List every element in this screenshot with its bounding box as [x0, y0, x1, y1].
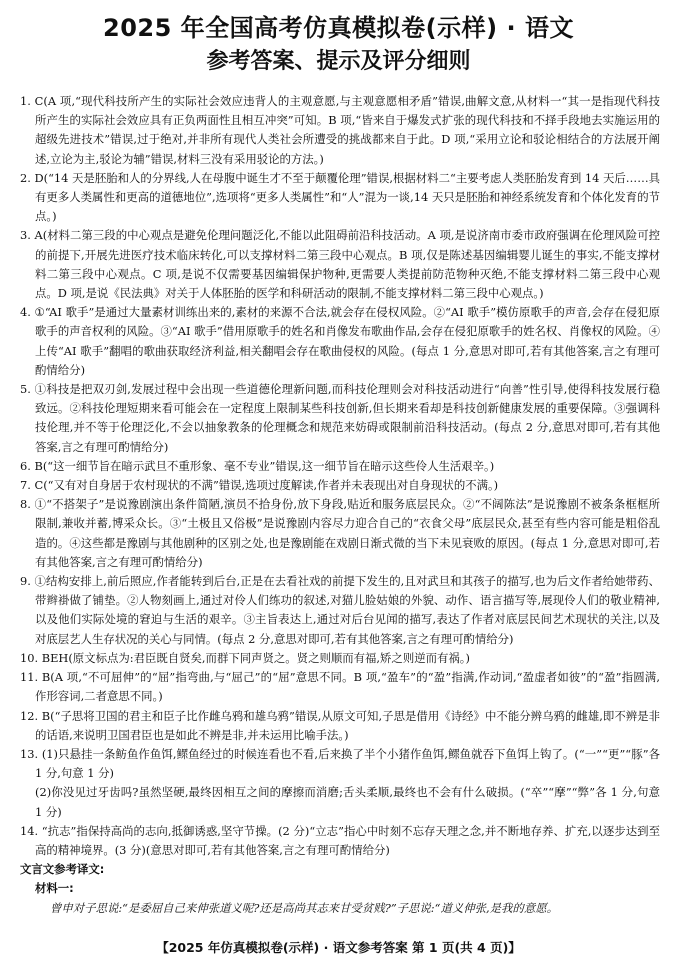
page-subtitle: 参考答案、提示及评分细则: [206, 49, 471, 74]
translation-material-label: 材料一:: [35, 881, 74, 896]
answer-7: 7. C(“又有对自身居于农村现状的不满”错误,选项过度解读,作者并未表现出对自身现状的不满。): [20, 478, 499, 493]
answer-14: 14. “抗志”指保持高尚的志向,抵御诱惑,坚守节操。(2 分)“立志”指心中时刻不忘存天理之念,并不断地存养、扩充,以逐步达到至高的精神境界。(3 分)(意思对即可,若有其他答案,言之有理可酌情给分): [20, 823, 660, 857]
answer-13: 13. (1)只悬挂一条鲂鱼作鱼饵,鳏鱼经过的时候连看也不看,后来换了半个小猪作鱼饵,鳏鱼就吞下鱼饵上钩了。(“一”“更”“豚”各 1 分,句意 1 分): [20, 746, 660, 781]
answer-9: 9. ①结构安排上,前后照应,作者能转到后台,正是在去看社戏的前提下发生的,且对武旦和其孩子的描写,也为后文作者给她带药、带辫褂做了铺垫。②人物刻画上,通过对伶人们练功的叙述,对猫儿脸姑娘的外貌、动作、语言描写等,展现伶人们的敬业精神,以及他们实际处境的窘迫与生活的艰辛。③主旨表达上,通过对后台见闻的描写,表达了作者对底层民间艺术现状的关注,以及对底层艺人生存状况的关心与同情。(每点 2 分,意思对即可,若有其他答案,言之有理可酌情给分): [20, 574, 660, 646]
page-title: 2025 年全国高考仿真模拟卷(示样) · 语文: [103, 14, 574, 42]
answer-4: 4. ①“AI 歌手”是通过大量素材训练出来的,素材的来源不合法,就会存在侵权风险。②“AI 歌手”模仿原歌手的声音,会存在侵犯原歌手的声音权利的风险。③“AI 歌手”借用原歌手的姓名和肖像发布歌曲作品,会存在侵犯原歌手的姓名权、肖像权的风险。④上传“AI 歌手”翻唱的歌曲获取经济利益,相关翻唱会存在歌曲侵权的风险。(每点 1 分,意思对即可,若有其他答案,言之有理可酌情给分): [20, 305, 660, 377]
answer-11: 11. B(A 项,“不可屈伸”的“屈”指弯曲,与“屈己”的“屈”意思不同。B 项,“盈车”的“盈”指满,作动词,“盈虚者如彼”的“盈”指圆满,作形容词,二者意思不同。): [20, 670, 660, 704]
answer-body: [20, 92, 660, 918]
page-footer: 【2025 年仿真模拟卷(示样) · 语文参考答案 第 1 页(共 4 页)】: [156, 940, 521, 955]
answer-3: 3. A(材料二第三段的中心观点是避免伦理问题泛化,不能以此阻碍前沿科技活动。A 项,是说济南市委市政府强调在伦理风险可控的前提下,开展先进医疗技术临床转化,可以支撑材料二第三段中心观点。B 项,仅是陈述基因编辑婴儿诞生的事实,不能支撑材料二第三段中心观点。C 项,是说不仅需要基因编辑保护物种,更需要人类提前防范物种灭绝,不能支撑材料二第三段中心观点。D 项,是说《民法典》对关于人体胚胎的医学和科研活动的限制,不能支撑材料二第三段中心观点。): [20, 228, 660, 301]
answer-2: 2. D(“14 天是胚胎和人的分界线,人在母腹中诞生才不至于颠覆伦理”错误,根据材料二“主要考虑人类胚胎发育到 14 天后……具有更多人类属性和更高的道德地位”,选项将“更多人类属性”和“人”混为一谈,14 天只是胚胎和神经系统发育和个体化发育的节点。): [20, 170, 660, 224]
answer-6: 6. B(“这一细节旨在暗示武旦不重形象、毫不专业”错误,这一细节旨在暗示这些伶人生活艰辛。): [20, 458, 495, 473]
answer-12: 12. B(“子思将卫国的君主和臣子比作雌乌鸦和雄乌鸦”错误,从原文可知,子思是借用《诗经》中不能分辨乌鸦的雌雄,即不辨是非的话语,来说明卫国君臣也是如此不辨是非,并未运用比喻手法。): [20, 708, 660, 742]
answer-8: 8. ①“不搭架子”是说豫剧演出条件简陋,演员不拾身份,放下身段,贴近和服务底层民众。②“不阔陈法”是说豫剧不被条条框框所限制,兼收并蓄,博采众长。③“土极且又俗极”是说豫剧内容尽力迎合自己的“衣食父母”底层民众,甚至有些内容可能是粗俗乱造的。④这些都是豫剧与其他剧种的区别之处,也是豫剧能在戏剧日渐式微的当下未见衰败的原因。(每点 1 分,意思对即可,若有其他答案,言之有理可酌情给分): [20, 497, 660, 569]
translation-text: 曾申对子思说:“是委屈自己来伸张道义呢?还是高尚其志来甘受贫贱?”子思说:“道义伸张,是我的意愿。: [50, 900, 558, 915]
answer-13-part-2: (2)你没见过牙齿吗?虽然坚硬,最终因相互之间的摩擦而消磨;舌头柔顺,最终也不会有什么破损。(“卒”“摩”“弊”各 1 分,句意 1 分): [35, 785, 660, 819]
answer-1: 1. C(A 项,“现代科技所产生的实际社会效应违背人的主观意愿,与主观意愿相矛盾”错误,曲解文意,从材料一“其一是指现代科技所产生的实际社会效应具有正负两面性且相互冲突”可知。B 项,“皆来自于爆发式扩张的现代科技和不择手段地去实施运用的超级先进技术”错误,过于绝对,并非所有现代人类社会所遭受的挑战都来自于此。D 项,“采用立论和驳论相结合的方法展开阐述,立论为主,驳论为辅”错误,材料三没有采用驳论的方法。): [20, 94, 660, 166]
answer-5: 5. ①科技是把双刃剑,发展过程中会出现一些道德伦理新问题,而科技伦理则会对科技活动进行“向善”性引导,使得科技发展行稳致远。②科技伦理短期来看可能会在一定程度上限制某些科技创新,但长期来看却是科技创新健康发展的重要保障。③强调科技伦理,并不等于伦理泛化,不会以抽象教条的伦理概念和规范来妨碍或限制前沿科技活动。(每点 2 分,意思对即可,若有其他答案,言之有理可酌情给分): [20, 382, 660, 454]
translation-heading: 文言文参考译文:: [20, 862, 105, 877]
answer-10: 10. BEH(原文标点为:君臣既自贤矣,而群下同声贤之。贤之则顺而有福,矫之则逆而有祸。): [20, 650, 470, 665]
